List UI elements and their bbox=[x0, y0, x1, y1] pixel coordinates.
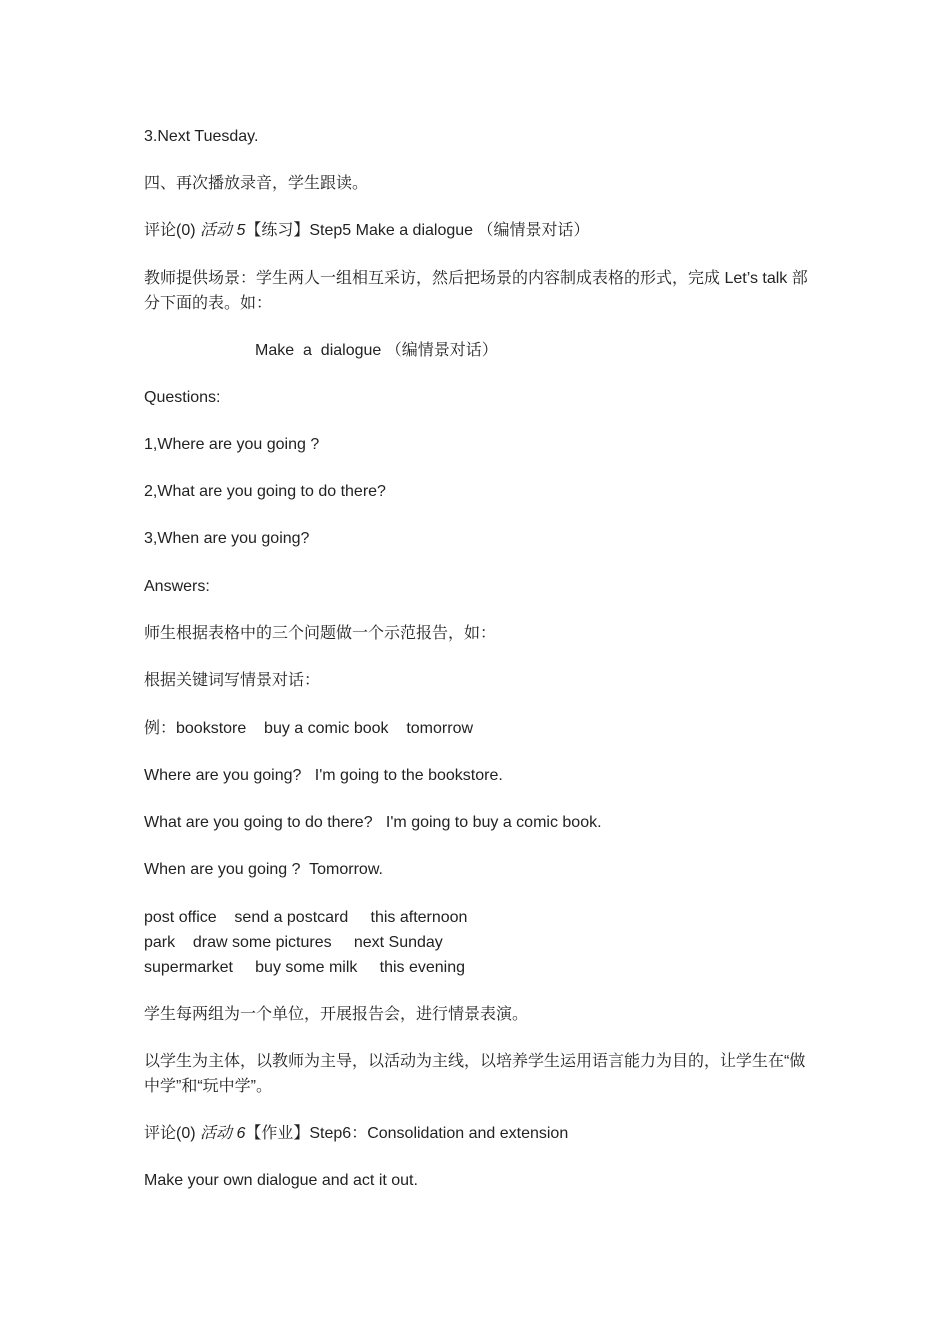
step-four-heading: 四、再次播放录音，学生跟读。 bbox=[144, 175, 369, 192]
dialogue-line: What are you going to do there? I'm going to buy a comic book. bbox=[144, 814, 602, 831]
question-2: 2,What are you going to do there? bbox=[144, 483, 386, 500]
paragraph: 学生每两组为一个单位，开展报告会，进行情景表演。 bbox=[144, 1006, 529, 1023]
paragraph: Make your own dialogue and act it out. bbox=[144, 1172, 418, 1189]
activity-6-heading bbox=[144, 1121, 568, 1146]
text-line: 3.Next Tuesday. bbox=[144, 128, 259, 145]
activity-label: 活动 6 bbox=[200, 1125, 246, 1142]
activity-title: 【练习】Step5 Make a dialogue （编情景对话） bbox=[245, 222, 590, 239]
activity-5-heading bbox=[144, 218, 590, 243]
dialogue-line: Where are you going? I'm going to the bookstore. bbox=[144, 767, 503, 784]
table-title: Make a dialogue （编情景对话） bbox=[255, 342, 498, 359]
question-3: 3,When are you going? bbox=[144, 530, 310, 547]
example-keywords: 例：bookstore buy a comic book tomorrow bbox=[144, 720, 474, 737]
comment-link[interactable]: 评论(0) bbox=[144, 222, 201, 239]
paragraph: 根据关键词写情景对话： bbox=[144, 672, 321, 689]
keyword-row: park draw some pictures next Sunday bbox=[144, 934, 443, 951]
questions-label: Questions: bbox=[144, 389, 221, 406]
activity-label: 活动 5 bbox=[200, 222, 246, 239]
paragraph: 以学生为主体，以教师为主导，以活动为主线，以培养学生运用语言能力为目的，让学生在“做中学”和“玩中学”。 bbox=[144, 1053, 806, 1095]
keyword-row: post office send a postcard this afternoon bbox=[144, 909, 468, 926]
answers-label: Answers: bbox=[144, 578, 210, 595]
keyword-row: supermarket buy some milk this evening bbox=[144, 959, 466, 976]
question-1: 1,Where are you going ? bbox=[144, 436, 320, 453]
activity-title: 【作业】Step6：Consolidation and extension bbox=[245, 1125, 569, 1142]
dialogue-line: When are you going ? Tomorrow. bbox=[144, 861, 383, 878]
paragraph: 师生根据表格中的三个问题做一个示范报告，如： bbox=[144, 625, 497, 642]
paragraph: 教师提供场景：学生两人一组相互采访，然后把场景的内容制成表格的形式，完成 Let’s talk 部分下面的表。如： bbox=[144, 270, 808, 312]
comment-link[interactable]: 评论(0) bbox=[144, 1125, 201, 1142]
